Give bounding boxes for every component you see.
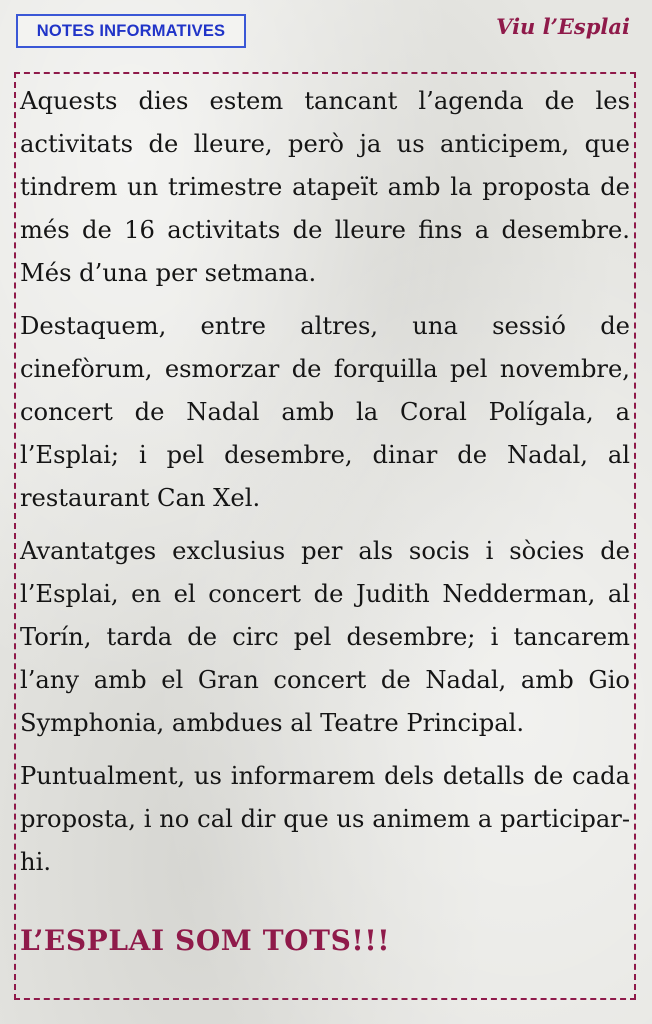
paragraph-highlights: Destaquem, entre altres, una sessió de cinefòrum, esmorzar de forquilla pel novembre, concert de Nadal amb la Coral Polígala, a l’Esplai; i pel desembre, dinar de Nadal, al restaurant Can Xel. — [20, 312, 630, 512]
brand-title: Viu l’Esplai — [496, 14, 630, 39]
slogan: L’ESPLAI SOM TOTS!!! — [20, 924, 391, 957]
article-body — [20, 80, 630, 957]
paragraph-benefits: Avantatges exclusius per als socis i sòcies de l’Esplai, en el concert de Judith Nedderman, al Torín, tarda de circ pel desembre; i tancarem l’any amb el Gran concert de Nadal, amb Gio Symphonia, ambdues al Teatre Principal. — [20, 537, 630, 737]
section-badge: NOTES INFORMATIVES — [16, 14, 246, 48]
paragraph-agenda: Aquests dies estem tancant l’agenda de les activitats de lleure, però ja us anticipem, que tindrem un trimestre atapeït amb la proposta de més de 16 activitats de lleure fins a desembre. Més d’una per setmana. — [20, 87, 630, 287]
paragraph-closing: Puntualment, us informarem dels detalls de cada proposta, i no cal dir que us animem a participar-hi. — [20, 762, 630, 876]
